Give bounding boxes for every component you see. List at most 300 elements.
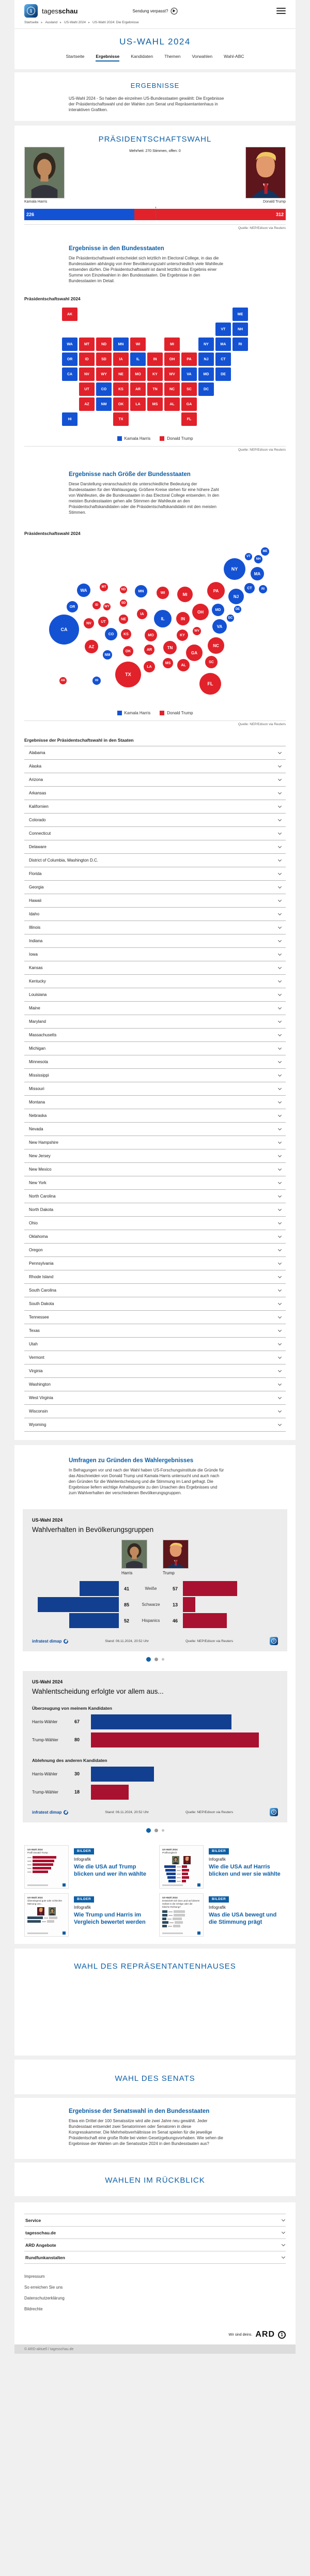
- state-name: Wisconsin: [29, 1409, 48, 1414]
- dimap-arc-icon: [63, 1638, 70, 1645]
- mini-bar-row: [27, 1856, 66, 1859]
- mini-bar-row: [27, 1920, 66, 1923]
- footer-accordion-label: Service: [25, 2217, 41, 2223]
- bubble-state-AK[interactable]: AK: [59, 677, 67, 684]
- map-state-NM[interactable]: NM: [96, 397, 112, 411]
- bundesstaaten-heading[interactable]: Ergebnisse in den Bundesstaaten: [69, 246, 164, 252]
- mini-photo-row: [27, 1907, 66, 1915]
- chevron-down-icon: [278, 1409, 282, 1413]
- map-state-HI[interactable]: HI: [62, 412, 78, 426]
- map-state-SD[interactable]: SD: [96, 352, 112, 366]
- map-state-IN[interactable]: IN: [147, 352, 163, 366]
- state-name: New York: [29, 1180, 47, 1185]
- bubble-state-NM[interactable]: NM: [103, 650, 112, 660]
- umfragen-heading[interactable]: Umfragen zu Gründen des Wahlergebnisses: [69, 1458, 194, 1464]
- state-accordion-row[interactable]: [24, 773, 286, 787]
- bubble-state-NV[interactable]: NV: [84, 618, 94, 628]
- map-state-CA[interactable]: CA: [62, 367, 78, 381]
- voter-group-label: Trump-Wähler: [32, 1789, 58, 1795]
- state-accordion-row[interactable]: [24, 881, 286, 894]
- map-state-OH[interactable]: OH: [164, 352, 180, 366]
- chevron-down-icon: [278, 979, 282, 983]
- map-state-PA[interactable]: PA: [181, 352, 197, 366]
- bubble-state-CA[interactable]: CA: [49, 615, 79, 645]
- bubble-state-NJ[interactable]: NJ: [228, 589, 244, 604]
- state-accordion-row[interactable]: [24, 934, 286, 948]
- state-accordion-row[interactable]: [24, 1002, 286, 1015]
- map-state-TX[interactable]: TX: [113, 412, 129, 426]
- state-accordion-row[interactable]: [24, 1311, 286, 1324]
- breadcrumb-separator-icon: ▸: [41, 21, 43, 24]
- bubble-state-MN[interactable]: MN: [135, 585, 147, 597]
- map-state-OK[interactable]: OK: [113, 397, 129, 411]
- tab-startseite[interactable]: Startseite: [66, 54, 85, 59]
- bilder-badge: BILDER: [209, 1848, 229, 1854]
- state-name: Texas: [29, 1328, 40, 1333]
- state-accordion-row[interactable]: [24, 1149, 286, 1163]
- state-name: Georgia: [29, 885, 44, 890]
- teaser-title[interactable]: Wie die USA auf Trump blicken und wer ihn wählte: [74, 1864, 146, 1877]
- bubble-state-CO[interactable]: CO: [105, 628, 117, 640]
- state-accordion-row[interactable]: [24, 1217, 286, 1230]
- tab-kandidaten[interactable]: Kandidaten: [131, 54, 153, 59]
- state-accordion-row[interactable]: [24, 800, 286, 814]
- harris-value: 41: [123, 1586, 129, 1591]
- ard-logo-icon: 1: [270, 1808, 278, 1816]
- map-label: Präsidentschaftswahl 2024: [24, 296, 81, 301]
- state-accordion-row[interactable]: [24, 1257, 286, 1270]
- ard-wordmark: ARD: [255, 2330, 275, 2339]
- map-state-MD[interactable]: MD: [198, 367, 214, 381]
- state-accordion-row[interactable]: [24, 1405, 286, 1418]
- thumbnail-footer: [162, 1931, 200, 1935]
- thumbnail-kicker: US-Wahl 2024: [162, 1848, 178, 1851]
- state-name: Delaware: [29, 845, 47, 849]
- thumbnail-chart: [27, 1856, 66, 1873]
- state-accordion-row[interactable]: [24, 1364, 286, 1378]
- tagesschau-wordmark[interactable]: tagesschau: [42, 7, 78, 15]
- bubble-state-NY[interactable]: NY: [224, 558, 245, 580]
- bubble-state-OH[interactable]: OH: [192, 604, 209, 620]
- play-icon[interactable]: [171, 8, 177, 14]
- bubble-state-WI[interactable]: WI: [157, 587, 169, 599]
- carousel-dot-2[interactable]: [154, 1658, 158, 1661]
- footer-link-soerreichensieuns[interactable]: So erreichen Sie uns: [24, 2285, 63, 2290]
- map-state-IA[interactable]: IA: [113, 352, 129, 366]
- chevron-down-icon: [278, 804, 282, 808]
- chevron-down-icon: [278, 1342, 282, 1345]
- bubble-state-MO[interactable]: MO: [145, 629, 157, 641]
- map-state-AR[interactable]: AR: [130, 382, 146, 396]
- state-name: North Dakota: [29, 1207, 54, 1212]
- bubble-state-CT[interactable]: CT: [244, 583, 255, 593]
- state-accordion-row[interactable]: [24, 1042, 286, 1055]
- state-accordion-row[interactable]: [24, 867, 286, 881]
- state-name: Oregon: [29, 1248, 43, 1252]
- value-label: 30: [74, 1771, 80, 1776]
- map-state-IL[interactable]: IL: [130, 352, 146, 366]
- state-name: Connecticut: [29, 831, 51, 836]
- map-state-AZ[interactable]: AZ: [79, 397, 95, 411]
- state-accordion-row[interactable]: [24, 1391, 286, 1405]
- state-accordion-row[interactable]: [24, 894, 286, 908]
- map-state-KS[interactable]: KS: [113, 382, 129, 396]
- state-accordion-row[interactable]: [24, 1284, 286, 1297]
- bubble-state-ID[interactable]: ID: [92, 601, 101, 609]
- demographic-row-hispanics: [32, 1613, 278, 1629]
- state-accordion-row[interactable]: [24, 921, 286, 934]
- state-accordion-row[interactable]: [24, 840, 286, 854]
- state-accordion-row[interactable]: [24, 975, 286, 988]
- ard-logo-icon: [63, 1883, 66, 1887]
- state-accordion-row[interactable]: [24, 1082, 286, 1096]
- state-accordion-row[interactable]: [24, 854, 286, 867]
- mini-bar-row: [27, 1867, 66, 1869]
- teaser-title[interactable]: Wie die USA auf Harris blicken und wer sie wählte: [209, 1864, 281, 1877]
- teaser-item: [159, 1845, 286, 1889]
- map-state-DC[interactable]: DC: [198, 382, 214, 396]
- mini-bar-row: [162, 1880, 200, 1882]
- chevron-down-icon: [278, 1422, 282, 1426]
- footer-link-bildrechte[interactable]: Bildrechte: [24, 2307, 43, 2311]
- infographic-title: Wahlentscheidung erfolgte vor allem aus...: [32, 1688, 164, 1695]
- map-state-MT[interactable]: MT: [79, 338, 95, 351]
- trump-bar-segment[interactable]: [134, 209, 286, 220]
- bubble-state-IA[interactable]: IA: [137, 609, 147, 619]
- harris-mini-photo: [49, 1907, 56, 1915]
- bubble-state-NH[interactable]: NH: [254, 555, 262, 563]
- tab-ergebnisse[interactable]: Ergebnisse: [96, 54, 119, 62]
- chevron-down-icon: [278, 1167, 282, 1171]
- source-note: Quelle: NEP/Edison via Reuters: [185, 1810, 234, 1814]
- teaser-thumbnail[interactable]: [159, 1845, 204, 1889]
- map-state-MI[interactable]: MI: [164, 338, 180, 351]
- bubble-state-IN[interactable]: IN: [176, 612, 190, 625]
- footer-link-datenschutzerklrung[interactable]: Datenschutzerklärung: [24, 2296, 65, 2301]
- senatswahl-heading[interactable]: Ergebnisse der Senatswahl in den Bundesstaaten: [69, 2108, 210, 2114]
- state-name: West Virginia: [29, 1396, 53, 1400]
- state-accordion-row[interactable]: [24, 1029, 286, 1042]
- map-state-AL[interactable]: AL: [164, 397, 180, 411]
- sendung-verpasst-link[interactable]: [133, 8, 178, 14]
- trump-mini-photo: [183, 1856, 191, 1864]
- state-name: Alabama: [29, 750, 45, 755]
- state-accordion-row[interactable]: [24, 1190, 286, 1203]
- footer-accordion-service[interactable]: [24, 2214, 286, 2227]
- state-accordion-row[interactable]: [24, 961, 286, 975]
- bubble-state-DE[interactable]: DE: [234, 606, 241, 613]
- bubble-state-UT[interactable]: UT: [98, 617, 109, 627]
- teaser-grid: [24, 1845, 286, 1937]
- bubble-state-MS[interactable]: MS: [163, 658, 173, 668]
- map-state-WY[interactable]: WY: [96, 367, 112, 381]
- state-accordion-row[interactable]: [24, 1136, 286, 1149]
- harris-thumb-photo: [121, 1540, 147, 1569]
- state-accordion-row[interactable]: [24, 1230, 286, 1244]
- map-state-NJ[interactable]: NJ: [198, 352, 214, 366]
- groesse-heading[interactable]: Ergebnisse nach Größe der Bundesstaaten: [69, 471, 191, 478]
- demographic-label: Hispanics: [142, 1618, 160, 1623]
- bilder-badge: BILDER: [74, 1848, 94, 1854]
- state-name: Maryland: [29, 1019, 46, 1024]
- map-state-RI[interactable]: RI: [233, 338, 248, 351]
- state-name: Alaska: [29, 764, 42, 769]
- state-accordion-row[interactable]: [24, 827, 286, 840]
- map-state-OR[interactable]: OR: [62, 352, 78, 366]
- map-state-MN[interactable]: MN: [113, 338, 129, 351]
- map-state-ME[interactable]: ME: [233, 308, 248, 321]
- umfragen-card: [14, 1445, 296, 1944]
- bubble-state-NE[interactable]: NE: [119, 615, 128, 624]
- breadcrumb-item[interactable]: US-Wahl 2024: [64, 21, 86, 24]
- infratest-dimap-logo: infratest dimap: [32, 1810, 68, 1815]
- infographic-wahlverhalten: [23, 1509, 287, 1651]
- map-state-MS[interactable]: MS: [147, 397, 163, 411]
- state-accordion-row[interactable]: [24, 948, 286, 961]
- bubble-state-WA[interactable]: WA: [77, 584, 90, 597]
- state-name: Florida: [29, 871, 42, 876]
- tagesschau-logo-icon[interactable]: [24, 4, 38, 18]
- harris-votes: 226: [26, 212, 35, 217]
- bubble-state-TX[interactable]: TX: [115, 662, 141, 687]
- chevron-down-icon: [278, 1154, 282, 1157]
- bubble-state-KY[interactable]: KY: [177, 630, 188, 641]
- map-state-MO[interactable]: MO: [130, 367, 146, 381]
- state-accordion-row[interactable]: [24, 1176, 286, 1190]
- map-state-UT[interactable]: UT: [79, 382, 95, 396]
- bubble-state-ND[interactable]: ND: [120, 586, 127, 593]
- state-name: Kentucky: [29, 979, 46, 984]
- chevron-down-icon: [278, 791, 282, 794]
- legend-trump: Donald Trump: [160, 711, 193, 715]
- tab-wahlabc[interactable]: Wahl-ABC: [224, 54, 244, 59]
- carousel-dot-2[interactable]: [154, 1829, 158, 1832]
- map-state-WV[interactable]: WV: [164, 367, 180, 381]
- teaser-thumbnail[interactable]: [24, 1845, 69, 1889]
- teaser-title[interactable]: Was die USA bewegt und die Stimmung prägt: [209, 1912, 277, 1925]
- state-accordion-row[interactable]: [24, 1069, 286, 1082]
- map-state-ND[interactable]: ND: [96, 338, 112, 351]
- bubble-state-KS[interactable]: KS: [121, 629, 131, 639]
- bubble-state-TN[interactable]: TN: [163, 641, 177, 654]
- map-state-NH[interactable]: NH: [233, 323, 248, 336]
- state-accordion-row[interactable]: [24, 908, 286, 921]
- bubble-state-MA[interactable]: MA: [251, 567, 264, 580]
- map-state-NV[interactable]: NV: [79, 367, 95, 381]
- map-state-FL[interactable]: FL: [181, 412, 197, 426]
- bubble-state-SC[interactable]: SC: [205, 656, 218, 668]
- bubble-state-OK[interactable]: OK: [123, 646, 133, 656]
- footer-accordion-tagesschaude[interactable]: [24, 2227, 286, 2239]
- map-state-VT[interactable]: VT: [215, 323, 231, 336]
- senatswahl-text: Etwa ein Drittel der 100 Senatssitze wird alle zwei Jahre neu gewählt. Jeder Bundesstaat entsendet zwei Senatorinnen oder Senatoren in diese Kongresskammer. Die Mehrheitsverhältnisse im Senat spielen für die jeweilige Präsidentschaft eine große Rolle bei vielen Gesetzgebungsvorhaben. Wie sehen die Ergebnisse der Wahlen um die Senatssitze 2024 in den Bundesstaaten aus?: [69, 2119, 223, 2146]
- bubble-state-WY[interactable]: WY: [103, 603, 111, 610]
- decision-row: [32, 1714, 278, 1729]
- footer-link-impressum[interactable]: Impressum: [24, 2274, 45, 2279]
- thumbnail-title: Profil Donald Trump: [27, 1851, 48, 1854]
- breadcrumb-item[interactable]: Startseite: [24, 21, 39, 24]
- carousel-dot-1[interactable]: [146, 1828, 151, 1833]
- footer-accordion-rundfunkanstalten[interactable]: [24, 2251, 286, 2264]
- bubble-state-VT[interactable]: VT: [245, 553, 252, 560]
- tab-vorwahlen[interactable]: Vorwahlen: [192, 54, 213, 59]
- source-note: Quelle: NEP/Edison via Reuters: [238, 226, 286, 230]
- state-accordion-row[interactable]: [24, 1123, 286, 1136]
- state-name: Maine: [29, 1006, 40, 1010]
- chevron-down-icon: [278, 1221, 282, 1224]
- state-accordion-row[interactable]: [24, 814, 286, 827]
- value-label: 80: [74, 1737, 80, 1742]
- carousel-dot-3[interactable]: [162, 1658, 164, 1661]
- map-state-TN[interactable]: TN: [147, 382, 163, 396]
- trump-thumb-photo: [163, 1540, 189, 1569]
- teaser-title[interactable]: Wie Trump und Harris im Vergleich bewertet werden: [74, 1912, 146, 1925]
- value-label: 67: [74, 1719, 80, 1724]
- chevron-down-icon: [278, 992, 282, 996]
- bubble-state-LA[interactable]: LA: [144, 661, 155, 672]
- state-accordion-row[interactable]: [24, 1055, 286, 1069]
- bubble-state-AZ[interactable]: AZ: [85, 640, 98, 653]
- ergebnisse-title: ERGEBNISSE: [130, 82, 180, 89]
- state-accordion-row[interactable]: [24, 1096, 286, 1109]
- map-state-SC[interactable]: SC: [181, 382, 197, 396]
- map-state-NE[interactable]: NE: [113, 367, 129, 381]
- carousel-dot-1[interactable]: [146, 1657, 151, 1662]
- harris-bar-track: [32, 1597, 119, 1612]
- state-accordion-row[interactable]: [24, 1163, 286, 1176]
- map-state-CO[interactable]: CO: [96, 382, 112, 396]
- map-state-KY[interactable]: KY: [147, 367, 163, 381]
- map-state-DE[interactable]: DE: [215, 367, 231, 381]
- bubble-state-RI[interactable]: RI: [259, 585, 267, 593]
- state-accordion-row[interactable]: [24, 1297, 286, 1311]
- embed-placeholder: [14, 1971, 296, 2047]
- trump-column-label: Trump: [163, 1571, 175, 1575]
- bubble-state-IL[interactable]: IL: [154, 610, 172, 627]
- trump-bar: [183, 1581, 237, 1596]
- map-state-NY[interactable]: NY: [198, 338, 214, 351]
- harris-value: 85: [123, 1602, 129, 1607]
- state-name: Utah: [29, 1342, 38, 1346]
- state-accordion-row[interactable]: [24, 787, 286, 800]
- map-state-WI[interactable]: WI: [130, 338, 146, 351]
- bubble-state-PA[interactable]: PA: [207, 582, 225, 600]
- trump-bar: [183, 1597, 195, 1612]
- state-accordion-row[interactable]: [24, 1244, 286, 1257]
- bubble-state-OR[interactable]: OR: [67, 601, 78, 612]
- state-results-map: [62, 308, 248, 426]
- chevron-down-icon: [278, 858, 282, 862]
- chevron-down-icon: [278, 965, 282, 969]
- state-accordion-row[interactable]: [24, 1109, 286, 1123]
- bubble-state-ME[interactable]: ME: [261, 547, 269, 556]
- chevron-down-icon: [282, 2230, 285, 2234]
- chevron-down-icon: [278, 777, 282, 781]
- tab-themen[interactable]: Themen: [164, 54, 181, 59]
- value-label: 18: [74, 1789, 80, 1795]
- thumbnail-chart: [162, 1910, 200, 1927]
- map-state-MA[interactable]: MA: [215, 338, 231, 351]
- bubble-state-WV[interactable]: WV: [193, 627, 201, 635]
- legend-trump: Donald Trump: [160, 436, 193, 441]
- bubble-state-DC[interactable]: DC: [227, 615, 234, 622]
- harris-caption: Kamala Harris: [24, 200, 48, 204]
- carousel-dot-3[interactable]: [162, 1829, 164, 1832]
- state-name: Louisiana: [29, 992, 47, 997]
- state-accordion-row[interactable]: [24, 746, 286, 760]
- map-state-CT[interactable]: CT: [215, 352, 231, 366]
- kamala-harris-photo: [24, 147, 65, 198]
- teaser-thumbnail[interactable]: [24, 1893, 69, 1937]
- mini-bar-row: [162, 1865, 200, 1868]
- mini-bar-row: [162, 1910, 200, 1913]
- map-state-GA[interactable]: GA: [181, 397, 197, 411]
- state-accordion-row[interactable]: [24, 1418, 286, 1432]
- chevron-down-icon: [278, 831, 282, 835]
- teaser-kicker: Infografik: [74, 1905, 91, 1910]
- state-accordion-row[interactable]: [24, 1203, 286, 1217]
- state-accordion-row[interactable]: [24, 988, 286, 1002]
- trump-bar-track: [183, 1613, 270, 1628]
- bubble-state-GA[interactable]: GA: [186, 645, 203, 661]
- teaser-thumbnail[interactable]: [159, 1893, 204, 1937]
- teaser-item: [24, 1845, 151, 1889]
- bubble-state-MI[interactable]: MI: [177, 587, 193, 602]
- state-accordion-row[interactable]: [24, 1378, 286, 1391]
- bubble-state-MT[interactable]: MT: [100, 583, 108, 591]
- footer-accordion-label: tagesschau.de: [25, 2230, 56, 2235]
- map-state-VA[interactable]: VA: [181, 367, 197, 381]
- harris-bar-segment[interactable]: [24, 209, 134, 220]
- bubble-state-SD[interactable]: SD: [120, 600, 127, 607]
- bubble-state-AR[interactable]: AR: [144, 645, 154, 655]
- copyright-bar: © ARD-aktuell / tagesschau.de: [14, 2344, 296, 2354]
- ard-claim: Wir sind deins.: [228, 2333, 253, 2337]
- section-nav: [14, 54, 296, 69]
- breadcrumb-separator-icon: ▸: [59, 21, 61, 24]
- bubble-state-NC[interactable]: NC: [208, 637, 224, 654]
- infographic-title: Wahlverhalten in Bevölkerungsgruppen: [32, 1526, 154, 1534]
- state-accordion-row[interactable]: [24, 1015, 286, 1029]
- majority-line: Mehrheit: 270 Stimmen, offen: 0: [129, 149, 181, 153]
- chevron-down-icon: [278, 1234, 282, 1238]
- state-accordion-row[interactable]: [24, 1338, 286, 1351]
- chevron-down-icon: [278, 1248, 282, 1251]
- bubble-state-AL[interactable]: AL: [177, 659, 190, 671]
- bubble-state-HI[interactable]: HI: [92, 677, 101, 685]
- bubble-state-MD[interactable]: MD: [212, 604, 224, 616]
- breadcrumb-item[interactable]: US-Wahl 2024: Die Ergebnisse: [92, 21, 139, 24]
- bubble-state-VA[interactable]: VA: [212, 619, 227, 634]
- state-accordion-row[interactable]: [24, 1351, 286, 1364]
- map-state-ID[interactable]: ID: [79, 352, 95, 366]
- map-state-NC[interactable]: NC: [164, 382, 180, 396]
- chevron-down-icon: [278, 1033, 282, 1036]
- breadcrumb-item[interactable]: Ausland: [45, 21, 57, 24]
- bubble-state-FL[interactable]: FL: [199, 673, 221, 695]
- map-state-WA[interactable]: WA: [62, 338, 78, 351]
- state-accordion-row[interactable]: [24, 1270, 286, 1284]
- hamburger-menu-icon[interactable]: [276, 6, 286, 16]
- infratest-dimap-logo: infratest dimap: [32, 1639, 68, 1644]
- footer-accordion-ardangebote[interactable]: [24, 2239, 286, 2251]
- map-state-AK[interactable]: AK: [62, 308, 78, 321]
- teaser-item: [24, 1893, 151, 1937]
- map-state-LA[interactable]: LA: [130, 397, 146, 411]
- state-accordion-row[interactable]: [24, 1324, 286, 1338]
- state-accordion-row[interactable]: [24, 760, 286, 773]
- mini-bar-row: [27, 1870, 66, 1873]
